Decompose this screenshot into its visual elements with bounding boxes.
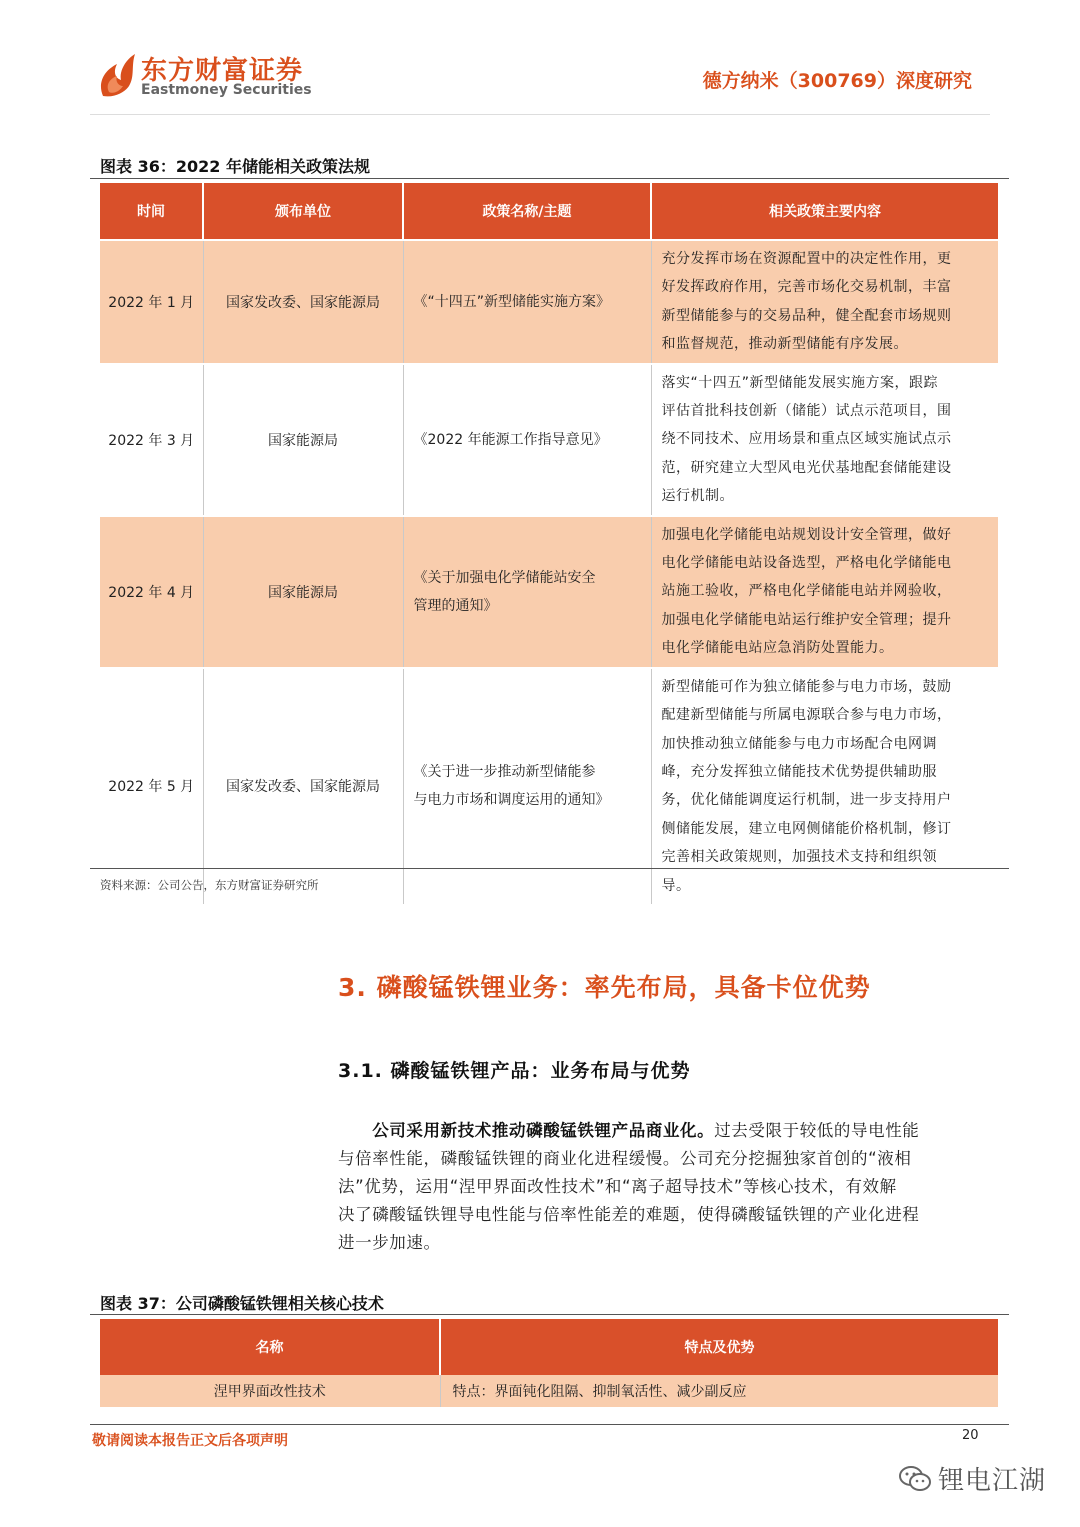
logo-chinese-name: 东方财富证券 [141,56,304,86]
content-line: 加强电化学储能电站规划设计安全管理，做好 [661,526,952,543]
table-row [100,240,998,364]
content-cell [651,240,998,364]
tech-table [100,1319,998,1407]
content-line: 评估首批科技创新（储能）试点示范项目，围 [661,403,952,420]
issuer-cell: 国家发改委、国家能源局 [203,668,403,905]
policy-table [100,183,998,906]
footer-disclaimer: 敬请阅读本报告正文后各项声明 [92,1433,288,1449]
issuer-cell: 国家能源局 [203,364,403,516]
body-paragraph [338,1117,988,1257]
paragraph-text: 过去受限于较低的导电性能 [714,1121,920,1140]
policy-line: 《“十四五”新型储能实施方案》 [413,293,611,310]
tech-feature-cell: 特点：界面钝化阻隔、抑制氧活性、减少副反应 [440,1375,998,1407]
policy-cell [403,240,651,364]
content-line: 新型储能参与的交易品种，健全配套市场规则 [661,307,952,324]
paragraph-line: 法”优势，运用“涅甲界面改性技术”和“离子超导技术”等核心技术，有效解 [338,1177,897,1196]
time-cell: 2022 年 1 月 [100,240,203,364]
policy-table-header [100,183,998,240]
report-title: 德方纳米（300769）深度研究 [702,70,972,92]
content-line: 绕不同技术、应用场景和重点区域实施试点示 [661,431,952,448]
issuer-cell: 国家发改委、国家能源局 [203,240,403,364]
tech-name-cell: 涅甲界面改性技术 [100,1375,440,1407]
content-line: 加快推动独立储能参与电力市场配合电网调 [661,735,937,752]
header-divider [90,114,990,115]
content-line: 运行机制。 [661,488,734,505]
section-heading: 3. 磷酸锰铁锂业务：率先布局，具备卡位优势 [338,973,871,1002]
paragraph-first-line [338,1117,988,1145]
figure-36-rule [90,178,1009,179]
content-line: 站施工验收，严格电化学储能电站并网验收， [661,583,952,600]
policy-line: 与电力市场和调度运用的通知》 [413,792,610,809]
policy-cell [403,364,651,516]
paragraph-lead: 公司采用新技术推动磷酸锰铁锂产品商业化。 [372,1121,715,1140]
content-line: 峰，充分发挥独立储能技术优势提供辅助服 [661,763,937,780]
table-bottom-rule [90,868,1009,869]
wechat-watermark [898,1460,1058,1500]
wechat-icon [898,1464,932,1494]
watermark-text: 锂电江湖 [938,1466,1047,1496]
time-cell: 2022 年 5 月 [100,668,203,905]
table-row [100,668,998,905]
policy-line: 《关于进一步推动新型储能参 [413,764,596,781]
content-line: 电化学储能电站应急消防处置能力。 [661,640,894,657]
issuer-cell: 国家能源局 [203,516,403,668]
column-header: 特点及优势 [440,1319,998,1375]
column-header: 名称 [100,1319,440,1375]
content-line: 侧储能发展，建立电网侧储能价格机制，修订 [661,820,952,837]
table-row [100,1375,998,1407]
content-line: 新型储能可作为独立储能参与电力市场，鼓励 [661,678,952,695]
tech-table-header [100,1319,998,1375]
column-header: 颁布单位 [203,183,403,240]
figure-37-title: 图表 37：公司磷酸锰铁锂相关核心技术 [100,1294,384,1313]
content-line: 导。 [661,877,691,894]
content-cell [651,668,998,905]
content-cell [651,364,998,516]
policy-line: 《关于加强电化学储能站安全 [413,569,596,586]
content-line: 好发挥政府作用，完善市场化交易机制，丰富 [661,279,952,296]
policy-line: 《2022 年能源工作指导意见》 [413,431,608,448]
subsection-heading: 3.1. 磷酸锰铁锂产品：业务布局与优势 [338,1060,691,1082]
paragraph-line: 与倍率性能，磷酸锰铁锂的商业化进程缓慢。公司充分挖掘独家首创的“液相 [338,1149,912,1168]
policy-cell [403,516,651,668]
time-cell: 2022 年 4 月 [100,516,203,668]
content-line: 务，优化储能调度运行机制，进一步支持用户 [661,792,952,809]
logo-english-name: Eastmoney Securities [141,82,312,98]
paragraph-line: 进一步加速。 [338,1233,441,1252]
content-line: 配建新型储能与所属电源联合参与电力市场， [661,707,952,724]
policy-cell [403,668,651,905]
content-line: 范，研究建立大型风电光伏基地配套储能建设 [661,459,952,476]
source-note: 资料来源：公司公告，东方财富证券研究所 [100,878,319,892]
column-header: 相关政策主要内容 [651,183,998,240]
column-header: 时间 [100,183,203,240]
content-cell [651,516,998,668]
time-cell: 2022 年 3 月 [100,364,203,516]
content-line: 充分发挥市场在资源配置中的决定性作用，更 [661,251,952,267]
policy-line: 管理的通知》 [413,597,498,614]
paragraph-line: 决了磷酸锰铁锂导电性能与倍率性能差的难题，使得磷酸锰铁锂的产业化进程 [338,1205,920,1224]
figure-36-title: 图表 36：2022 年储能相关政策法规 [100,157,370,176]
column-header: 政策名称/主题 [403,183,651,240]
page-number: 20 [962,1428,979,1443]
flame-logo-icon [95,52,137,98]
content-line: 加强电化学储能电站运行维护安全管理；提升 [661,611,952,628]
table-row [100,516,998,668]
company-logo [95,50,315,102]
content-line: 电化学储能电站设备选型，严格电化学储能电 [661,555,952,572]
table-row [100,364,998,516]
content-line: 落实“十四五”新型储能发展实施方案，跟踪 [661,374,939,391]
content-line: 和监督规范，推动新型储能有序发展。 [661,336,908,353]
figure-37-rule [90,1314,1009,1315]
content-line: 完善相关政策规则，加强技术支持和组织领 [661,849,937,866]
footer-divider [90,1424,1009,1425]
